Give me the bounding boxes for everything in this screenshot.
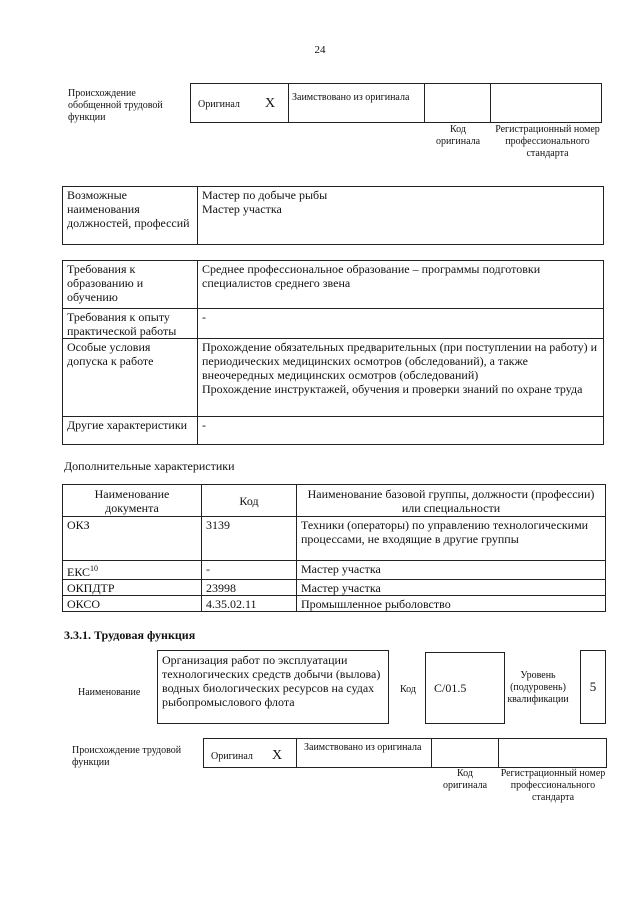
function-code-value: C/01.5 — [425, 652, 505, 724]
admission-medical: Прохождение обязательных предварительных (при поступлении на работу) и периодических медицинских осмотров (обследований), а также внеочередных медицинских осмотров (обследований) — [202, 340, 598, 382]
origin-label: Происхождение обобщенной трудовой функции — [68, 88, 163, 123]
original2-label: Оригинал — [211, 751, 253, 762]
positions-label: Возможные наименования должностей, профессий — [63, 187, 198, 245]
extra-table — [62, 484, 606, 612]
position-2: Мастер участка — [202, 202, 282, 216]
extra-header-code: Код — [202, 485, 297, 517]
function-name-value: Организация работ по эксплуатации технологических средств добычи (вылова) водных биологических ресурсов на судах рыбопромыслового флота — [157, 650, 389, 724]
page-number: 24 — [314, 44, 326, 56]
reg2-caption: Регистрационный номер профессионального стандарта — [500, 768, 606, 803]
original-mark: X — [265, 96, 276, 111]
table-row — [63, 517, 606, 561]
extra-title: Дополнительные характеристики — [64, 459, 235, 473]
extra-code: 23998 — [202, 580, 297, 596]
function-level-label: Уровень (подуровень) квалификации — [507, 670, 569, 705]
origin2-label: Происхождение трудовой функции — [72, 745, 182, 768]
req-value-education: Среднее профессиональное образование – программы подготовки специалистов среднего звена — [198, 261, 604, 309]
extra-name: Техники (операторы) по управлению технологическими процессами, не входящие в другие группы — [297, 517, 606, 561]
extra-doc: ЕКС — [67, 565, 91, 579]
original2-mark: X — [272, 748, 283, 763]
req-label-other: Другие характеристики — [63, 417, 198, 445]
requirements-table — [62, 260, 604, 445]
function-name-label: Наименование — [78, 687, 141, 698]
req-value-experience: - — [198, 309, 604, 339]
req-value-other: - — [198, 417, 604, 445]
borrowed-label: Заимствовано из оригинала — [292, 92, 410, 103]
footnote-ref: 10 — [90, 564, 99, 573]
req-label-admission: Особые условия допуска к работе — [63, 339, 198, 417]
req-value-admission — [198, 339, 604, 417]
extra-doc-cell — [63, 561, 202, 580]
function-level-value: 5 — [580, 650, 606, 724]
borrowed2-label: Заимствовано из оригинала — [304, 742, 422, 753]
extra-header-doc: Наименование документа — [63, 485, 202, 517]
function-title: 3.3.1. Трудовая функция — [64, 628, 196, 642]
req-label-experience: Требования к опыту практической работы — [63, 309, 198, 339]
table-row — [63, 561, 606, 580]
req-label-education: Требования к образованию и обучению — [63, 261, 198, 309]
extra-doc: ОКПДТР — [63, 580, 202, 596]
table-row — [63, 596, 606, 612]
positions-table — [62, 186, 604, 245]
code2-caption: Код оригинала — [442, 768, 488, 791]
table-row — [63, 580, 606, 596]
extra-doc: ОКЗ — [63, 517, 202, 561]
extra-doc: ОКСО — [63, 596, 202, 612]
extra-code: - — [202, 561, 297, 580]
positions-value — [198, 187, 604, 245]
reg-caption: Регистрационный номер профессионального стандарта — [495, 124, 600, 159]
extra-name: Мастер участка — [297, 561, 606, 580]
extra-code: 3139 — [202, 517, 297, 561]
extra-name: Мастер участка — [297, 580, 606, 596]
original-label: Оригинал — [198, 99, 240, 110]
extra-header-name: Наименование базовой группы, должности (профессии) или специальности — [297, 485, 606, 517]
code-caption: Код оригинала — [435, 124, 481, 147]
position-1: Мастер по добыче рыбы — [202, 188, 328, 202]
function-code-label: Код — [400, 684, 416, 695]
admission-training: Прохождение инструктажей, обучения и проверки знаний по охране труда — [202, 382, 583, 396]
extra-code: 4.35.02.11 — [202, 596, 297, 612]
extra-name: Промышленное рыболовство — [297, 596, 606, 612]
